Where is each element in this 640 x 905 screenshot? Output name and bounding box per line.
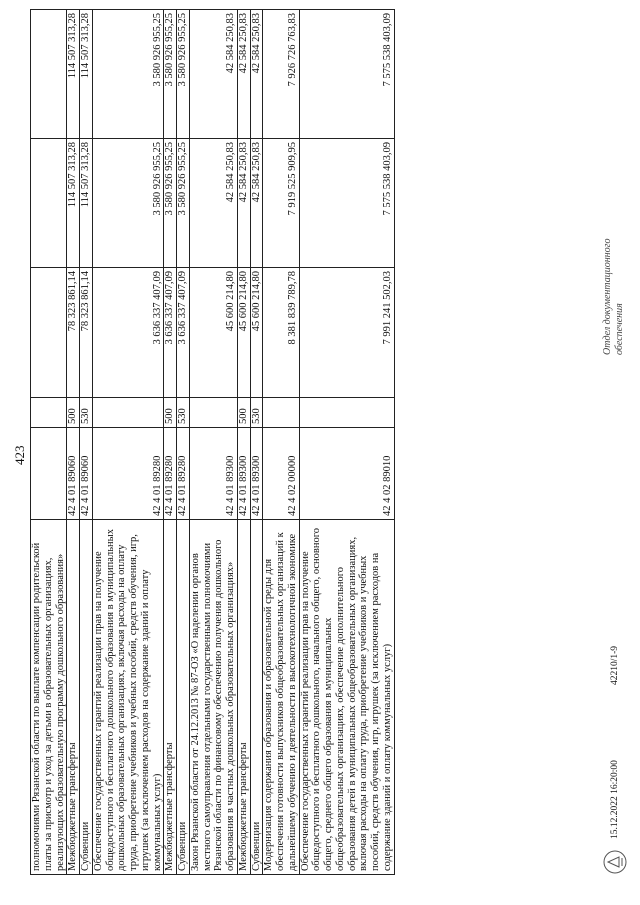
row-code: 42 4 01 89060 <box>80 428 93 520</box>
row-amount-2023: 42 584 250,83 <box>237 139 250 268</box>
row-vr <box>189 398 237 428</box>
row-name: Межбюджетные трансферты <box>67 520 80 875</box>
row-vr: 530 <box>250 398 263 428</box>
table-row <box>164 10 177 875</box>
row-amount-2024: 42 584 250,83 <box>237 10 250 139</box>
table-row <box>67 10 80 875</box>
row-amount-2023: 114 507 313,28 <box>67 139 80 268</box>
coat-of-arms-icon <box>602 849 628 875</box>
table-row <box>237 10 250 875</box>
row-amount-2023: 7 919 525 909,95 <box>263 139 299 268</box>
footer-doc-code: 42210/1-9 <box>610 645 620 685</box>
row-name: Обеспечение государственных гарантий реализации прав на получение общедоступного и бесплатного дошкольного, начального общего, основного общего, среднего общего образования в муниципальных общеобразовательных организациях, обеспечение дополнительного образования детей в муниципальных общеобразовательных организациях, включая расходы на оплату труда, приобретение учебников и учебных пособий, средств обучения, игр, игрушек (за исключением расходов на содержание зданий и оплату коммунальных услуг) <box>299 520 394 875</box>
row-amount-2024: 3 580 926 955,25 <box>177 10 190 139</box>
row-amount-2024: 42 584 250,83 <box>250 10 263 139</box>
row-name: Субвенции <box>177 520 190 875</box>
row-code: 42 4 02 00000 <box>263 428 299 520</box>
table-row <box>80 10 93 875</box>
budget-table-body <box>31 10 395 875</box>
row-amount-2024: 3 580 926 955,25 <box>92 10 164 139</box>
row-amount-2023: 114 507 313,28 <box>80 139 93 268</box>
row-code: 42 4 01 89060 <box>67 428 80 520</box>
row-name: Обеспечение государственных гарантий реализации прав на получение общедоступного и бесплатного дошкольного образования в муниципальных дошкольных образовательных организациях, включая расходы на оплату труда, приобретение учебников и учебных пособий, средств обучения, игр, игрушек (за исключением расходов на содержание зданий и оплату коммунальных услуг) <box>92 520 164 875</box>
row-name: полномочиями Рязанской области по выплате компенсации родительской платы за присмотр и уход за детьми в образовательных организациях, реализующих образовательную программу дошкольного образования» <box>31 520 67 875</box>
row-amount-2022: 3 636 337 407,09 <box>177 268 190 398</box>
row-code: 42 4 01 89300 <box>237 428 250 520</box>
row-amount-2024: 7 926 726 763,83 <box>263 10 299 139</box>
footer-department: Отдел документационного обеспечения <box>602 238 625 355</box>
row-amount-2024: 3 580 926 955,25 <box>164 10 177 139</box>
row-amount-2024 <box>31 10 67 139</box>
row-amount-2022 <box>31 268 67 398</box>
row-name: Субвенции <box>250 520 263 875</box>
table-row <box>177 10 190 875</box>
row-amount-2023 <box>31 139 67 268</box>
budget-table <box>30 9 395 875</box>
row-code: 42 4 01 89300 <box>189 428 237 520</box>
table-row <box>92 10 164 875</box>
row-vr: 500 <box>237 398 250 428</box>
row-code: 42 4 01 89280 <box>164 428 177 520</box>
row-amount-2023: 7 575 538 403,09 <box>299 139 394 268</box>
row-amount-2023: 42 584 250,83 <box>189 139 237 268</box>
row-amount-2023: 3 580 926 955,25 <box>164 139 177 268</box>
row-vr: 500 <box>164 398 177 428</box>
footer-timestamp: 15.12.2022 16:20:00 <box>610 760 620 839</box>
row-amount-2023: 3 580 926 955,25 <box>177 139 190 268</box>
row-code <box>31 428 67 520</box>
row-amount-2022: 8 381 839 789,78 <box>263 268 299 398</box>
page-number: 423 <box>12 445 27 465</box>
row-amount-2023: 3 580 926 955,25 <box>92 139 164 268</box>
row-code: 42 4 01 89280 <box>92 428 164 520</box>
row-amount-2023: 42 584 250,83 <box>250 139 263 268</box>
table-row <box>299 10 394 875</box>
row-name: Межбюджетные трансферты <box>164 520 177 875</box>
table-row <box>250 10 263 875</box>
row-vr <box>299 398 394 428</box>
page-footer <box>598 10 634 875</box>
row-amount-2022: 3 636 337 407,09 <box>164 268 177 398</box>
row-amount-2024: 7 575 538 403,09 <box>299 10 394 139</box>
row-amount-2024: 42 584 250,83 <box>189 10 237 139</box>
row-amount-2022: 78 323 861,14 <box>80 268 93 398</box>
row-name: Субвенции <box>80 520 93 875</box>
row-amount-2022: 7 991 241 502,03 <box>299 268 394 398</box>
row-code: 42 4 01 89280 <box>177 428 190 520</box>
row-vr: 530 <box>177 398 190 428</box>
table-row <box>263 10 299 875</box>
row-amount-2024: 114 507 313,28 <box>67 10 80 139</box>
row-vr <box>263 398 299 428</box>
row-amount-2024: 114 507 313,28 <box>80 10 93 139</box>
row-amount-2022: 45 600 214,80 <box>237 268 250 398</box>
row-vr: 530 <box>80 398 93 428</box>
row-vr <box>31 398 67 428</box>
row-amount-2022: 45 600 214,80 <box>250 268 263 398</box>
row-amount-2022: 45 600 214,80 <box>189 268 237 398</box>
row-amount-2022: 3 636 337 407,09 <box>92 268 164 398</box>
table-row <box>31 10 67 875</box>
row-amount-2022: 78 323 861,14 <box>67 268 80 398</box>
table-row <box>189 10 237 875</box>
row-code: 42 4 02 89010 <box>299 428 394 520</box>
row-code: 42 4 01 89300 <box>250 428 263 520</box>
row-name: Модернизация содержания образования и образовательной среды для обеспечения готовности выпускников общеобразовательных организаций к дальнейшему обучению и деятельности в высокотехнологичной экономике <box>263 520 299 875</box>
row-name: Закон Рязанской области от 24.12.2013 № 87-ОЗ «О наделении органов местного самоуправления отдельными государственными полномочиями Рязанской области по финансовому обеспечению получения дошкольного образования в частных дошкольных образовательных организациях» <box>189 520 237 875</box>
row-vr <box>92 398 164 428</box>
row-vr: 500 <box>67 398 80 428</box>
row-name: Межбюджетные трансферты <box>237 520 250 875</box>
